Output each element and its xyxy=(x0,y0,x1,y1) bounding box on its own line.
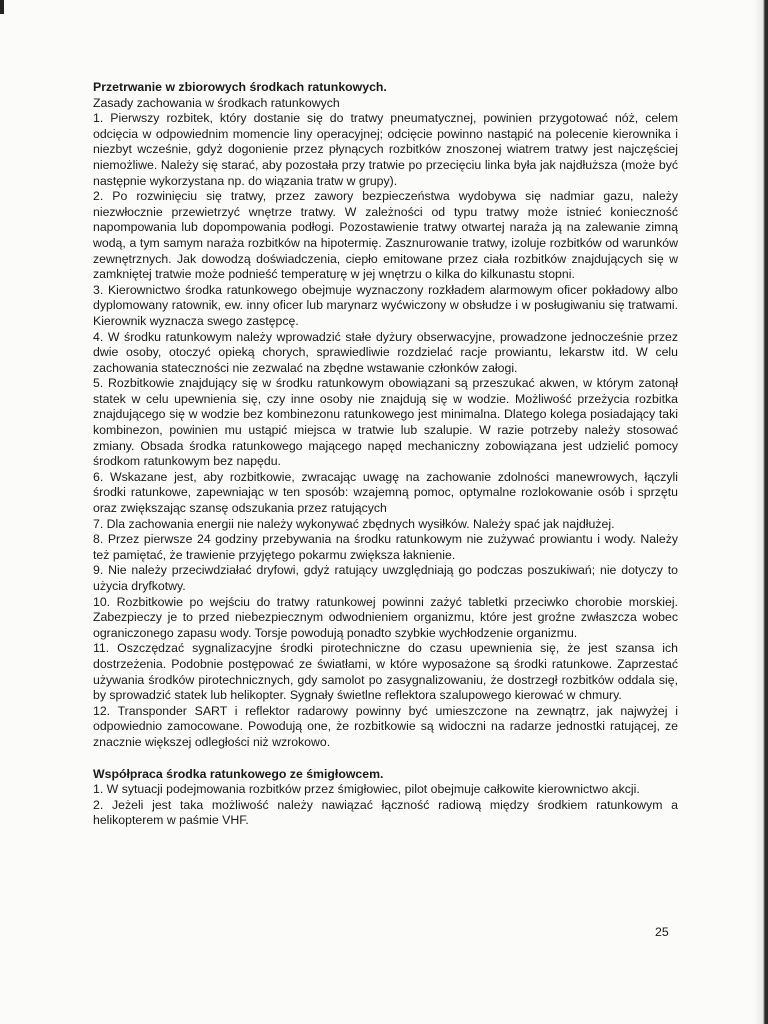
rule-item-9: 9. Nie należy przeciwdziałać dryfowi, gdyż ratujący uwzględniają go podczas poszukiwań; nie dotyczy to użycia dryfkotwy. xyxy=(93,563,678,593)
document-body xyxy=(93,80,678,829)
rule-item-4: 4. W środku ratunkowym należy wprowadzić stałe dyżury obserwacyjne, prowadzone jednocześnie przez dwie osoby, otoczyć opieką chorych, sprawiedliwie rozdzielać racje prowiantu, lekarstw itd. W celu zachowania stateczności nie zezwalać na zbędne wstawanie członków załogi. xyxy=(93,329,678,375)
helicopter-item-1: 1. W sytuacji podejmowania rozbitków przez śmigłowiec, pilot obejmuje całkowite kierownictwo akcji. xyxy=(93,782,640,797)
section-heading-survival: Przetrwanie w zbiorowych środkach ratunkowych. xyxy=(93,80,387,94)
scan-corner-mark xyxy=(0,0,4,14)
rule-item-1: 1. Pierwszy rozbitek, który dostanie się do tratwy pneumatycznej, powinien przygotować nóż, celem odcięcia w odpowiednim momencie liny operacyjnej; odcięcie powinno nastąpić na polecenie kierownika i niezbyt wcześnie, gdyż dogonienie przez płynących rozbitków znoszonej wiatrem tratwy jest najczęściej niemożliwe. Należy się starać, aby pozostała przy tratwie po przecięciu linka była jak najdłuższa (może być następnie wykorzystana np. do wiązania tratw w grupy). xyxy=(93,111,678,188)
rule-item-7: 7. Dla zachowania energii nie należy wykonywać zbędnych wysiłków. Należy spać jak najdłużej. xyxy=(93,516,615,531)
rule-item-12: 12. Transponder SART i reflektor radarowy powinny być umieszczone na zewnątrz, jak najwyżej i odpowiednio zamocowane. Powodują one, że rozbitkowie są widoczni na radarze jednostki ratującej, ze znacznie większej odległości niż wzrokowo. xyxy=(93,703,678,749)
rule-item-2: 2. Po rozwinięciu się tratwy, przez zawory bezpieczeństwa wydobywa się nadmiar gazu, należy niezwłocznie przewietrzyć wnętrze tratwy. W zależności od typu tratwy może istnieć konieczność napompowania lub dopompowania podłogi. Pozostawienie tratwy otwartej naraża ją na zalewanie zimną wodą, a tym samym naraża rozbitków na hipotermię. Zasznurowanie tratwy, izoluje rozbitków od warunków zewnętrznych. Jak dowodzą doświadczenia, ciepło emitowane przez ciała rozbitków znajdujących się w zamkniętej tratwie może podnieść temperaturę w jej wnętrzu o kilka do kilkunastu stopni. xyxy=(93,189,678,282)
rule-item-8: 8. Przez pierwsze 24 godziny przebywania na środku ratunkowym nie zużywać prowiantu i wody. Należy też pamiętać, że trawienie przyjętego pokarmu zwiększa łaknienie. xyxy=(93,532,678,562)
rule-item-5: 5. Rozbitkowie znajdujący się w środku ratunkowym obowiązani są przeszukać akwen, w którym zatonął statek w celu upewnienia się, czy inne osoby nie znajdują się w wodzie. Możliwość przeżycia rozbitka znajdującego się w wodzie bez kombinezonu ratunkowego jest minimalna. Dlatego kolega posiadający taki kombinezon, powinien mu ustąpić miejsca w tratwie lub szalupie. W razie potrzeby należy stosować zmiany. Obsada środka ratunkowego mającego napęd mechaniczny zobowiązana jest udzielić pomocy środkom ratunkowym bez napędu. xyxy=(93,376,678,469)
section-subheading-rules: Zasady zachowania w środkach ratunkowych xyxy=(93,95,340,110)
rule-item-6: 6. Wskazane jest, aby rozbitkowie, zwracając uwagę na zachowanie zdolności manewrowych, łączyli środki ratunkowe, zapewniając w ten sposób: wzajemną pomoc, optymalne rozlokowanie osób i sprzętu oraz zwiększając szansę odszukania przez ratujących xyxy=(93,469,678,516)
section-spacer xyxy=(93,751,678,767)
rule-item-11: 11. Oszczędzać sygnalizacyjne środki pirotechniczne do czasu upewnienia się, że jest szansa ich dostrzeżenia. Podobnie postępować ze światłami, w które wyposażone są środki ratunkowe. Zaprzestać używania środków pirotechnicznych, gdy samolot po zasygnalizowaniu, że dostrzegł rozbitków oddala się, by sprowadzić statek lub helikopter. Sygnały świetlne reflektora szalupowego kierować w chmury. xyxy=(93,641,678,703)
page-number: 25 xyxy=(655,925,669,939)
section-heading-helicopter: Współpraca środka ratunkowego ze śmigłowcem. xyxy=(93,766,384,781)
scan-right-edge xyxy=(754,0,768,1024)
rule-item-10: 10. Rozbitkowie po wejściu do tratwy ratunkowej powinni zażyć tabletki przeciwko chorobie morskiej. Zabezpieczy je to przed niebezpiecznym odwodnieniem organizmu, które jest groźne zwłaszcza wobec ograniczonego zapasu wody. Torsje powodują ponadto szybkie wychłodzenie organizmu. xyxy=(93,594,678,640)
rule-item-3: 3. Kierownictwo środka ratunkowego obejmuje wyznaczony rozkładem alarmowym oficer pokładowy albo dyplomowany ratownik, ew. inny oficer lub marynarz wyćwiczony w obsłudze i w posługiwaniu się tratwami. Kierownik wyznacza swego zastępcę. xyxy=(93,282,678,328)
helicopter-item-2: 2. Jeżeli jest taka możliwość należy nawiązać łączność radiową między środkiem ratunkowym a helikopterem w paśmie VHF. xyxy=(93,797,678,828)
